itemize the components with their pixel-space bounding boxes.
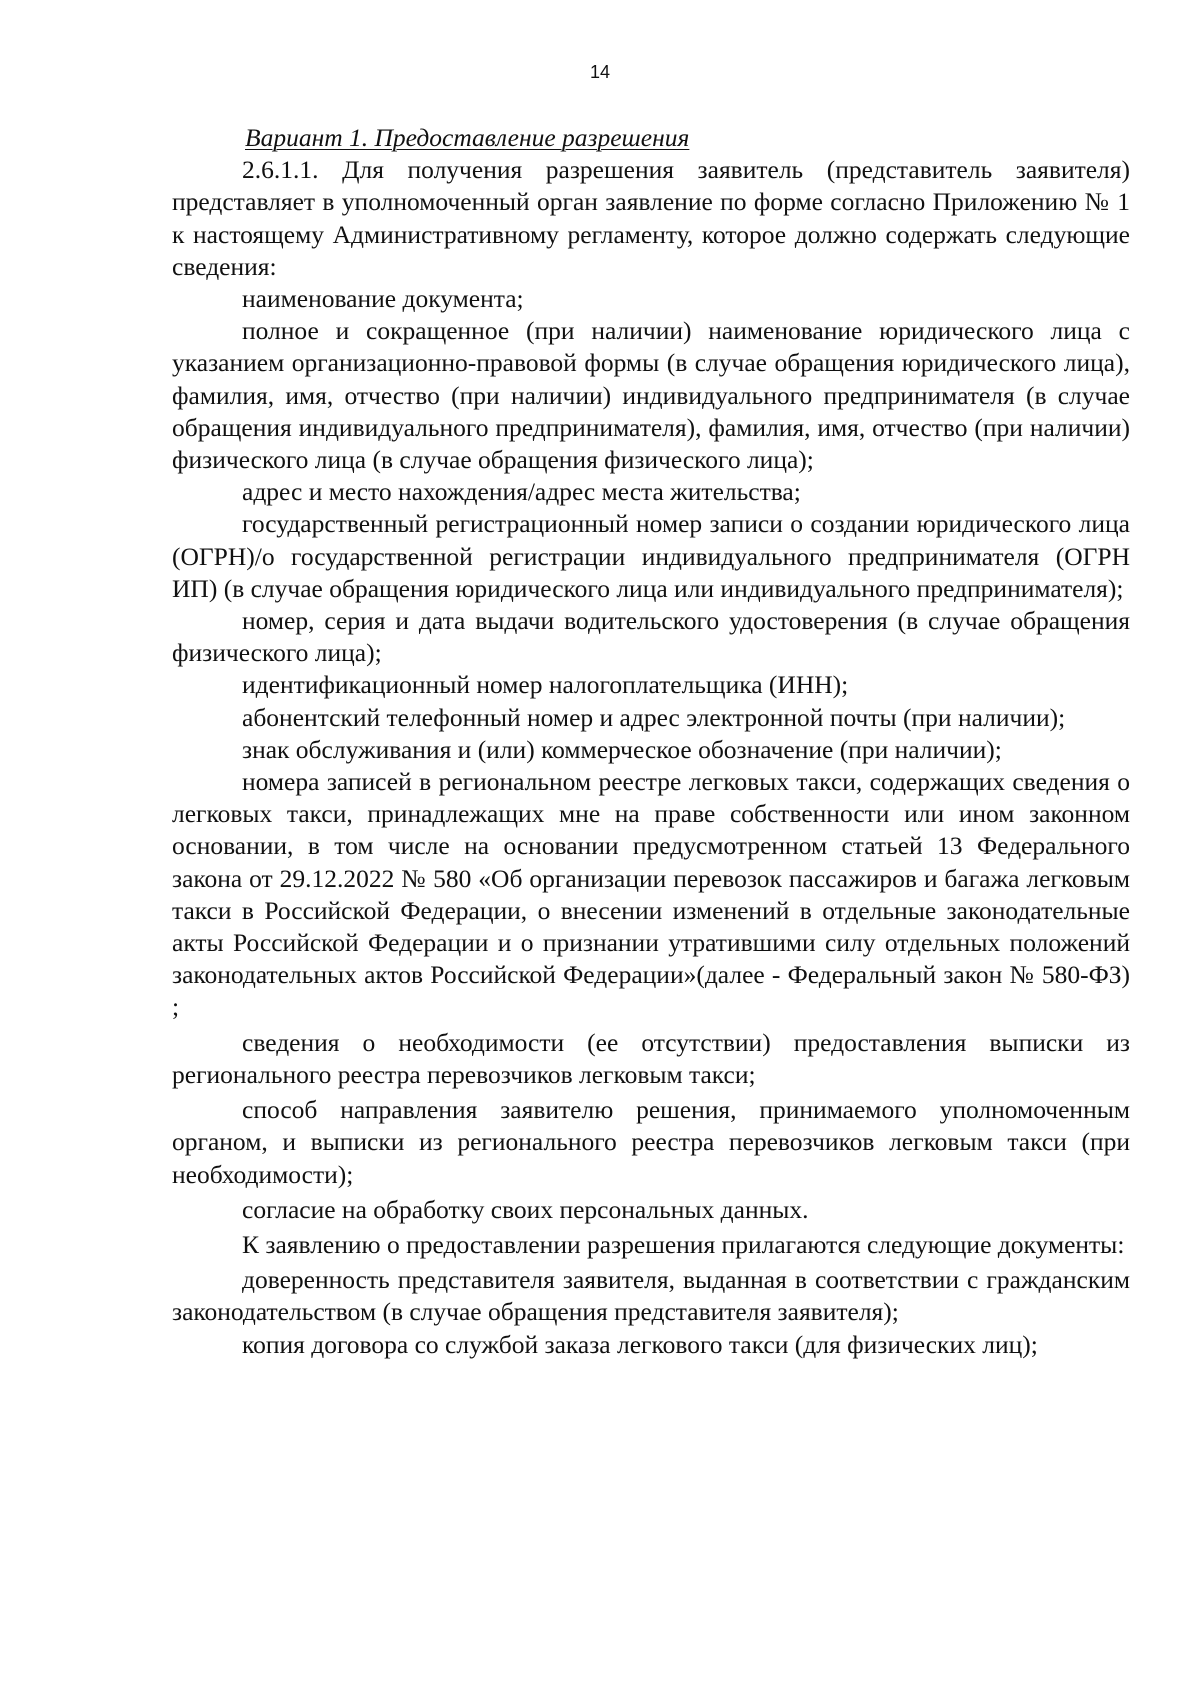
list-item-driver-license: номер, серия и дата выдачи водительского удостоверения (в случае обращения физического лица); [172, 606, 1130, 668]
list-item-delivery-method: способ направления заявителю решения, принимаемого уполномоченным органом, и выписки из регионального реестра перевозчиков легковым такси (при необходимости); [172, 1095, 1130, 1189]
list-item-applicant-name: полное и сокращенное (при наличии) наименование юридического лица с указанием организационно-правовой формы (в случае обращения юридического лица), фамилия, имя, отчество (при наличии) индивидуального предпринимателя (в случае обращения индивидуального предпринимателя), фамилия, имя, отчество (при наличии) физического лица (в случае обращения физического лица); [172, 316, 1130, 475]
list-item-document-name: наименование документа; [242, 284, 524, 314]
list-item-trademark: знак обслуживания и (или) коммерческое обозначение (при наличии); [242, 734, 1002, 764]
document-body [172, 122, 1130, 1361]
page-number: 14 [589, 62, 611, 82]
section-heading-text: Вариант 1. Предоставление разрешения [245, 123, 690, 152]
attachment-power-of-attorney: доверенность представителя заявителя, выданная в соответствии с гражданским законодательством (в случае обращения представителя заявителя); [172, 1265, 1130, 1327]
list-item-personal-data-consent: согласие на обработку своих персональных данных. [242, 1194, 809, 1224]
paragraph-2-6-1-1: 2.6.1.1. Для получения разрешения заявитель (представитель заявителя) представляет в уполномоченный орган заявление по форме согласно Приложению № 1 к настоящему Административному регламенту, которое должно содержать следующие сведения: [172, 155, 1130, 281]
attachments-intro: К заявлению о предоставлении разрешения прилагаются следующие документы: [242, 1229, 1125, 1259]
list-item-contacts: абонентский телефонный номер и адрес электронной почты (при наличии); [242, 702, 1066, 732]
list-item-registry-extract: сведения о необходимости (ее отсутствии) предоставления выписки из регионального реестра перевозчиков легковым такси; [172, 1027, 1130, 1089]
list-item-registry-records: номера записей в региональном реестре легковых такси, содержащих сведения о легковых такси, принадлежащих мне на праве собственности или ином законном основании, в том числе на основании предусмотренном статьей 13 Федерального закона от 29.12.2022 № 580 «Об организации перевозок пассажиров и багажа легковым такси в Российской Федерации, о внесении изменений в отдельные законодательные акты Российской Федерации и о признании утратившими силу отдельных положений законодательных актов Российской Федерации»(далее - Федеральный закон № 580-ФЗ) ; [172, 767, 1130, 1022]
attachment-contract-copy: копия договора со службой заказа легкового такси (для физических лиц); [242, 1329, 1038, 1359]
list-item-inn: идентификационный номер налогоплательщика (ИНН); [242, 670, 849, 700]
list-item-ogrn: государственный регистрационный номер записи о создании юридического лица (ОГРН)/о государственной регистрации индивидуального предпринимателя (ОГРН ИП) (в случае обращения юридического лица или индивидуального предпринимателя); [172, 509, 1130, 603]
section-heading [172, 122, 1130, 154]
list-item-address: адрес и место нахождения/адрес места жительства; [242, 477, 801, 507]
